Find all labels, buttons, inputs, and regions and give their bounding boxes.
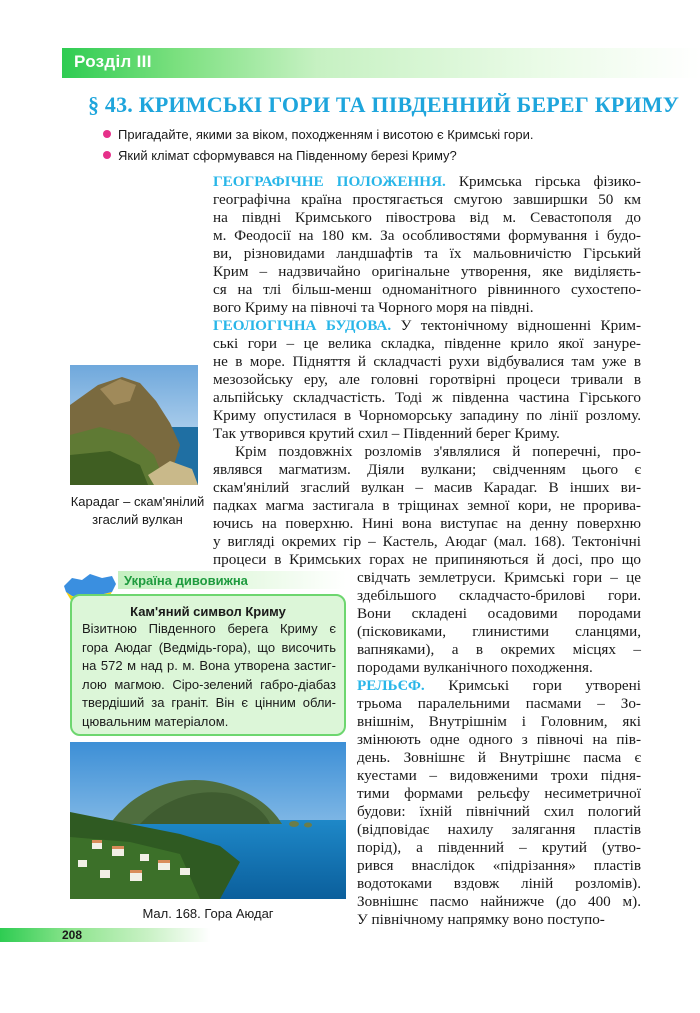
section-label: Розділ III (74, 52, 152, 71)
callout-line: лою магмою. Сіро-зелений габро-діабаз (82, 676, 336, 692)
body-line: водотоками вздовж ліній розломів). (357, 875, 641, 892)
body-line: процеси в Кримських горах не припиняються й досі, про що (213, 551, 641, 568)
callout-line: твердіший за граніт. Він є цінним обли- (82, 695, 336, 710)
body-line: мезозойську еру, але головні горотвірні процеси тривали в (213, 371, 641, 388)
callout-line: цювальним матеріалом. (82, 713, 229, 729)
ayudag-caption: Мал. 168. Гора Аюдаг (142, 906, 274, 921)
body-line: порід), а південний – крутий (утво- (357, 839, 641, 856)
body-line: ви, різновидами ландшафтів та їх мальовничістю Гірський (213, 245, 641, 262)
karadag-caption: Карадаг – скам'янілий згаслий вулкан (70, 494, 205, 527)
body-line: породами вулканічного походження. (357, 659, 593, 676)
body-line: У північному напрямку воно поступо- (357, 911, 605, 928)
callout-line: гора Аюдаг (Ведмідь-гора), що височить (82, 639, 336, 655)
question-item (118, 148, 457, 163)
body-line: падках магма застигала в тріщинах земної кори, не прорива- (213, 497, 641, 514)
body-line: здебільшого складчасто-брилові гори. (357, 587, 641, 604)
body-line: Крім поздовжніх розломів з'являлися й поперечні, про- (235, 443, 641, 460)
question-item (118, 127, 534, 142)
body-line: у вигляді окремих гір – Кастель, Аюдаг (мал. 168). Тектонічні (213, 533, 641, 550)
question-text: Який клімат сформувався на Південному березі Криму? (118, 148, 457, 163)
body-line: куестами – видовженими трохи підня- (357, 767, 641, 784)
body-line: вапняками), а в окремих місцях – (357, 641, 641, 658)
body-line: ські гори – це велика складка, південне крило якої зануре- (213, 335, 641, 352)
body-text: У тектонічному відношенні Крим- (391, 317, 642, 334)
body-line: альпійську складчастість. Тоді ж південна частина Гірського (213, 389, 641, 406)
body-line: Вони складені осадовими породами (357, 605, 641, 622)
callout-title: Кам'яний символ Криму (130, 604, 286, 619)
callout-line: на 572 м над р. м. Вона утворена застиг- (82, 658, 336, 673)
geo-heading: ГЕОГРАФІЧНЕ ПОЛОЖЕННЯ. (213, 173, 446, 190)
body-line: ючись на поверхню. Нині вона виступає на денну поверхню (213, 515, 641, 532)
body-line: Так утворився крутий схил – Південний берег Криму. (213, 425, 560, 442)
body-line: внішнім, Внутрішнім і Головним, які (357, 713, 641, 730)
body-line: (відповідає нахилу залягання пластів (357, 821, 641, 838)
body-line: географічна країна простягається смугою завширшки 50 км (213, 191, 641, 208)
body-line (213, 173, 641, 191)
body-line: рився внаслідок «підрізання» пластів (357, 857, 641, 874)
section-header-band (62, 48, 700, 78)
page-title: § 43. КРИМСЬКІ ГОРИ ТА ПІВДЕННИЙ БЕРЕГ КРИМУ (88, 92, 680, 117)
body-line: день. Зовнішнє й Внутрішнє пасма є (357, 749, 641, 766)
body-line: трьома паралельними пасмами – Зо- (357, 695, 641, 712)
page-number: 208 (62, 928, 83, 942)
body-line: тими формами рельєфу несиметричної (357, 785, 641, 802)
body-line: змінюють одне одного з півночі на пів- (357, 731, 641, 748)
body-line: являвся магматизм. Діяли вулкани; свідченням цього є (213, 461, 641, 478)
body-line: вого Криму на півночі та Чорного моря на півдні. (213, 299, 534, 316)
body-line: скам'янілий згаслий вулкан – масив Карадаг. В інших ви- (213, 479, 641, 496)
body-text: Кримські гори утворені (424, 677, 641, 694)
body-text: Кримська гірська фізико- (445, 173, 641, 190)
body-line (357, 677, 641, 695)
body-line: Криму опустилася в Чорноморську западину по лінії розлому. (213, 407, 641, 424)
callout-line: Візитною Південного берега Криму є (82, 621, 336, 636)
question-text: Пригадайте, якими за віком, походженням і висотою є Кримські гори. (118, 127, 534, 142)
ayudag-photo (70, 742, 346, 899)
body-line (213, 317, 641, 335)
body-line: на півдні Кримського півострова від м. Севастополя до (213, 209, 641, 226)
body-line: (пісковиками, глинистими сланцями, (357, 623, 641, 640)
body-line: свідчать землетруси. Кримські гори – це (357, 569, 641, 586)
callout-label: Україна дивовижна (124, 573, 248, 588)
relief-heading: РЕЛЬЄФ. (357, 677, 425, 694)
body-line: не в море. Підняття й складчасті рухи відбувалися там уже в (213, 353, 641, 370)
body-line: м. Феодосії на 180 км. За особливостями формування і будо- (213, 227, 641, 244)
footer-band (0, 928, 210, 942)
karadag-photo (70, 365, 198, 485)
body-line: Крим – надзвичайно оригінальне утворення, яке виділяєть- (213, 263, 641, 280)
body-line: будови: їхній північний схил пологий (357, 803, 641, 820)
body-line: ся на тлі більш-менш одноманітного рівнинного сухостепо- (213, 281, 641, 298)
body-line: Зовнішнє пасмо найнижче (до 400 м). (357, 893, 641, 910)
bullet-icon (103, 130, 111, 138)
geology-heading: ГЕОЛОГІЧНА БУДОВА. (213, 317, 392, 334)
bullet-icon (103, 151, 111, 159)
